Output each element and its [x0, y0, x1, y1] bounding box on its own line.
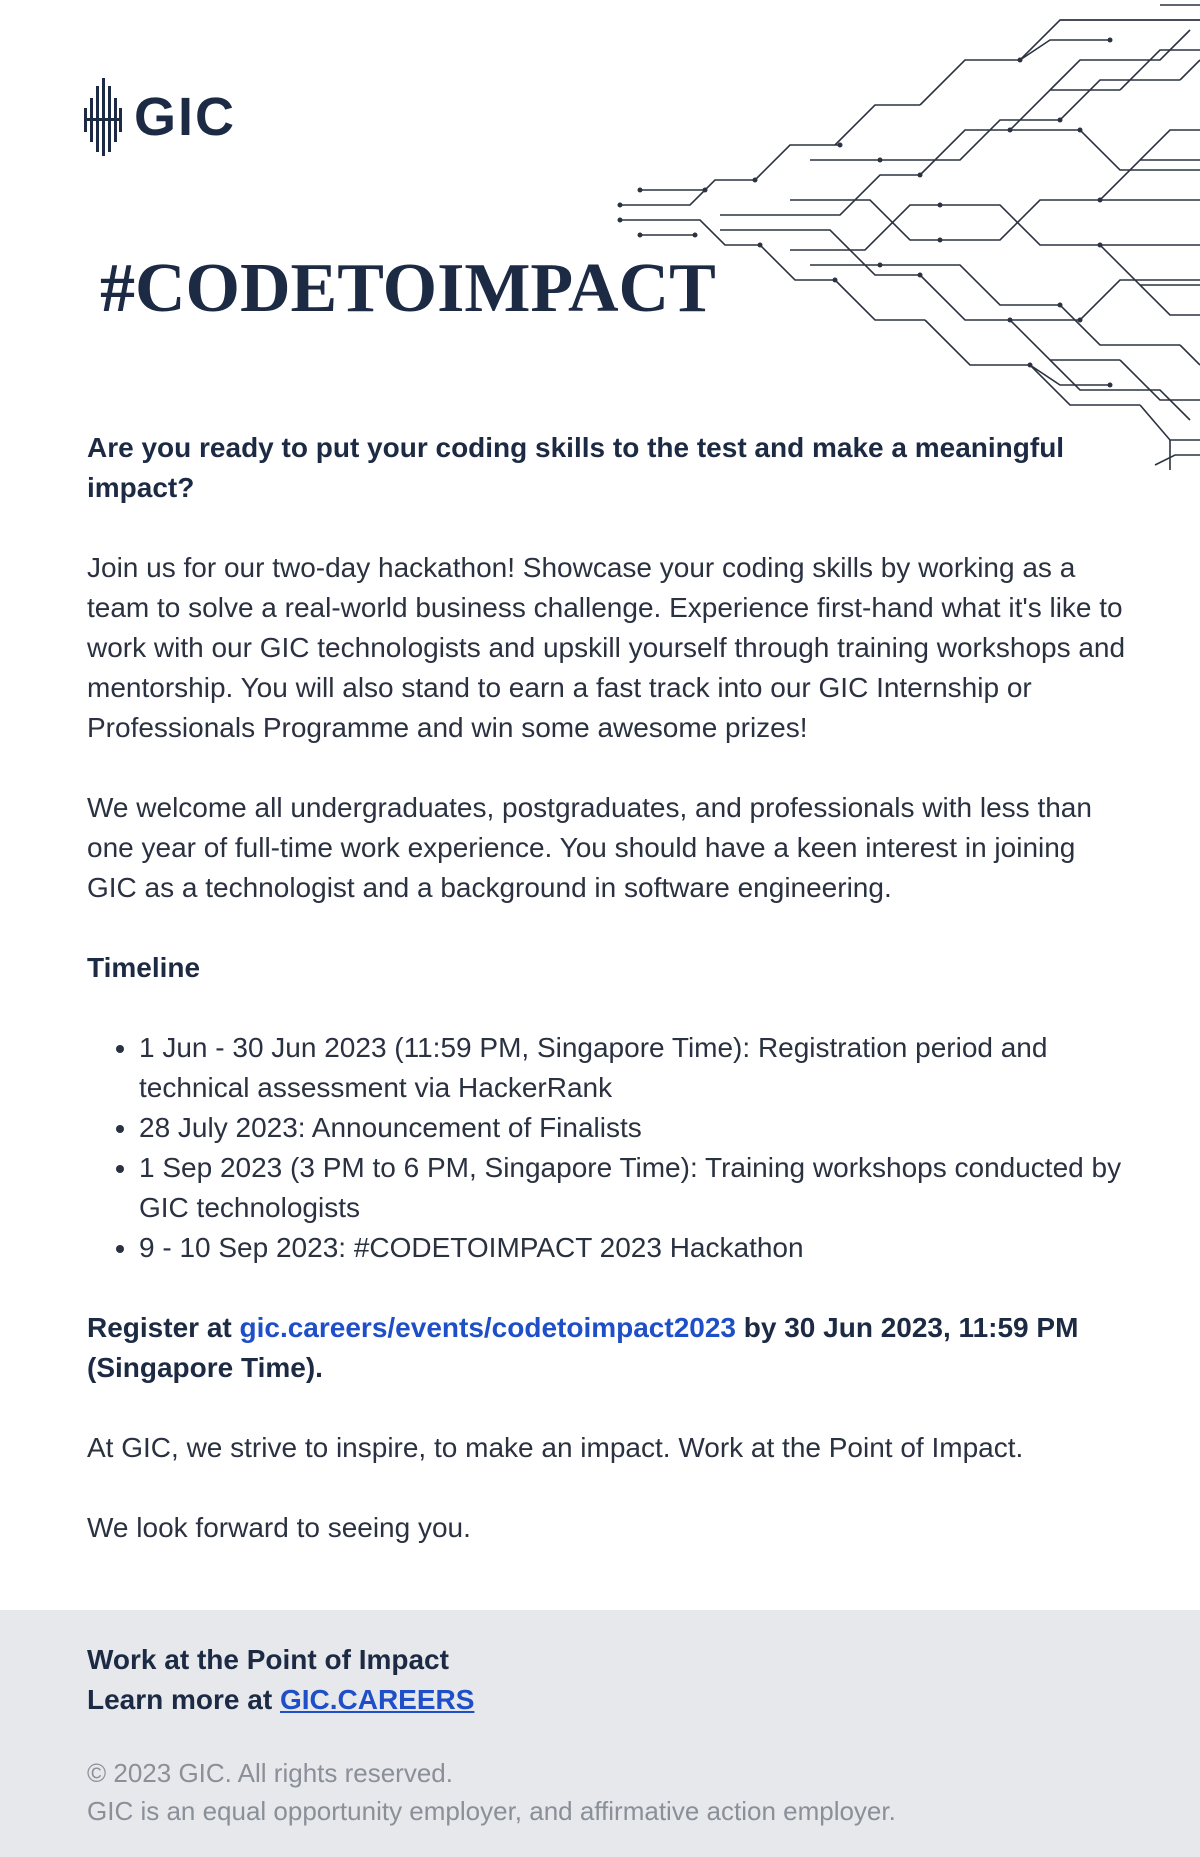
- timeline-heading: Timeline: [87, 952, 201, 983]
- timeline-item: • 28 July 2023: Announcement of Finalists: [139, 1108, 1127, 1148]
- intro-paragraph: Join us for our two-day hackathon! Showcase your coding skills by working as a team to solve a real-world business challenge. Experience first-hand what it's like to work with our GIC technologists and upskill yourself through training workshops and mentorship. You will also stand to earn a fast track into our GIC Internship or Professionals Programme and win some awesome prizes!: [87, 552, 1126, 743]
- register-prefix: Register at: [87, 1312, 240, 1343]
- logo-wordmark: GIC: [134, 87, 237, 147]
- copyright-text: © 2023 GIC. All rights reserved.: [87, 1758, 453, 1788]
- footer-content: [87, 1640, 896, 1830]
- footer-tagline: Work at the Point of Impact: [87, 1644, 449, 1675]
- register-suffix: by 30 Jun 2023, 11:59 PM (Singapore Time).: [87, 1312, 1079, 1383]
- eligibility-paragraph: We welcome all undergraduates, postgraduates, and professionals with less than one year of full-time work experience. You should have a keen interest in joining GIC as a technologist and a background in software engineering.: [87, 792, 1092, 903]
- footer-learn-more: [87, 1680, 896, 1720]
- email-header: [0, 0, 1200, 430]
- gic-logo: [84, 78, 236, 156]
- timeline-item: • 1 Sep 2023 (3 PM to 6 PM, Singapore Time): Training workshops conducted by GIC technologists: [139, 1148, 1127, 1228]
- learn-more-prefix: Learn more at: [87, 1684, 280, 1715]
- register-link[interactable]: gic.careers/events/codetoimpact2023: [239, 1312, 736, 1343]
- gic-logo-mark-icon: [84, 78, 122, 156]
- footer-legal: [87, 1754, 896, 1830]
- timeline-item: • 9 - 10 Sep 2023: #CODETOIMPACT 2023 Hackathon: [139, 1228, 1127, 1268]
- eeo-statement: GIC is an equal opportunity employer, and affirmative action employer.: [87, 1796, 896, 1826]
- closing-paragraph: We look forward to seeing you.: [87, 1512, 471, 1543]
- gic-careers-link[interactable]: GIC.CAREERS: [279, 1684, 475, 1715]
- campaign-hashtag-title: #CODETOIMPACT: [100, 250, 716, 327]
- timeline-item: • 1 Jun - 30 Jun 2023 (11:59 PM, Singapore Time): Registration period and technical assessment via HackerRank: [139, 1028, 1127, 1108]
- register-callout: [87, 1308, 1127, 1388]
- timeline-list: [87, 1028, 1127, 1268]
- lead-question: Are you ready to put your coding skills to the test and make a meaningful impact?: [87, 432, 1065, 503]
- email-body: [87, 428, 1127, 1548]
- email-footer: [0, 1610, 1200, 1857]
- circuit-board-illustration: [580, 0, 1200, 470]
- mission-paragraph: At GIC, we strive to inspire, to make an impact. Work at the Point of Impact.: [87, 1432, 1024, 1463]
